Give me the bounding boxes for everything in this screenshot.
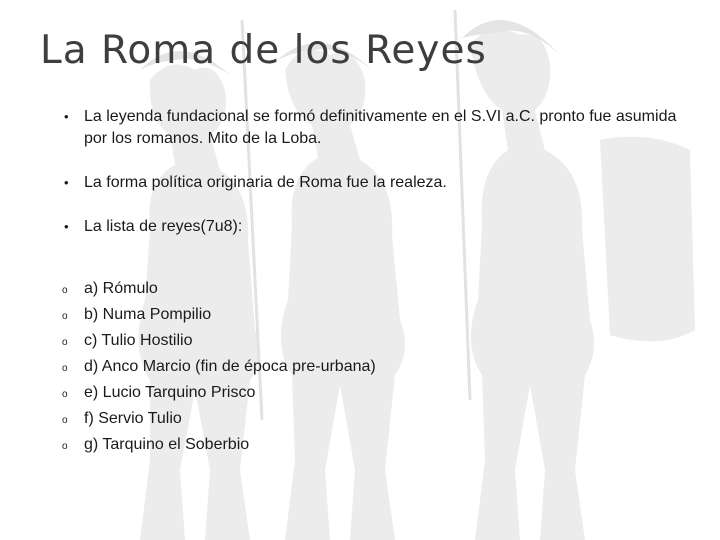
bullet-item — [64, 216, 694, 238]
kings-list — [62, 276, 376, 458]
king-name: b) Numa Pompilio — [84, 306, 212, 323]
bullet-item — [64, 106, 694, 150]
sub-bullet-marker: o — [62, 389, 68, 400]
bullet-item — [64, 172, 694, 194]
sub-bullet-marker: o — [62, 311, 68, 322]
king-name: c) Tulio Hostilio — [84, 332, 193, 349]
king-list-item — [62, 328, 376, 354]
bullet-marker: • — [64, 175, 69, 190]
sub-bullet-marker: o — [62, 363, 68, 374]
bullet-marker: • — [64, 219, 69, 234]
king-list-item — [62, 432, 376, 458]
king-list-item — [62, 380, 376, 406]
king-list-item — [62, 354, 376, 380]
slide-title: La Roma de los Reyes — [40, 28, 487, 73]
king-name: g) Tarquino el Soberbio — [84, 436, 250, 453]
king-name: f) Servio Tulio — [84, 410, 182, 427]
sub-bullet-marker: o — [62, 441, 68, 452]
sub-bullet-marker: o — [62, 415, 68, 426]
bullet-text: La forma política originaria de Roma fue la realeza. — [84, 174, 447, 191]
bullet-text: La lista de reyes(7u8): — [84, 218, 243, 235]
main-bullet-list — [64, 106, 694, 238]
king-name: d) Anco Marcio (fin de época pre-urbana) — [84, 358, 376, 375]
king-name: a) Rómulo — [84, 280, 158, 297]
king-list-item — [62, 406, 376, 432]
bullet-text: La leyenda fundacional se formó definitivamente en el S.VI a.C. pronto fue asumida por los romanos. Mito de la Loba. — [84, 108, 677, 147]
sub-bullet-marker: o — [62, 337, 68, 348]
king-list-item — [62, 276, 376, 302]
king-name: e) Lucio Tarquino Prisco — [84, 384, 256, 401]
bullet-marker: • — [64, 109, 69, 124]
king-list-item — [62, 302, 376, 328]
sub-bullet-marker: o — [62, 285, 68, 296]
